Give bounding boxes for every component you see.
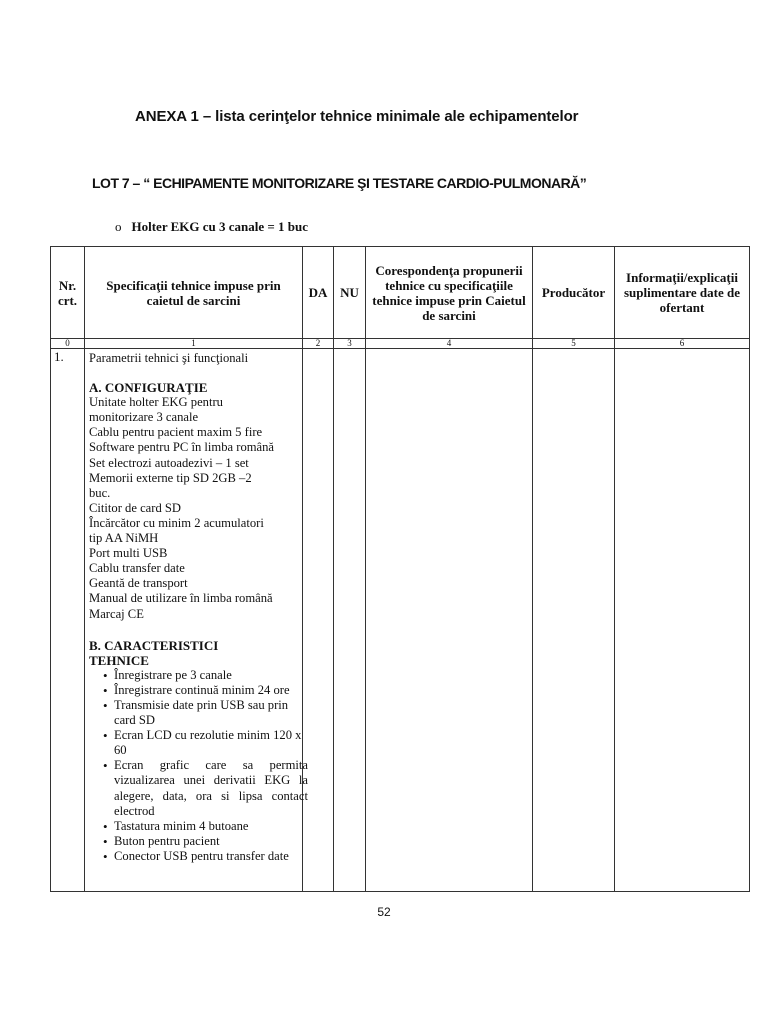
table-row: [51, 349, 750, 892]
column-number: 5: [533, 339, 615, 349]
additional-info-cell: [615, 349, 750, 892]
header-producer: Producător: [533, 247, 615, 339]
item-line: [115, 219, 308, 235]
config-line: monitorizare 3 canale: [89, 410, 199, 425]
config-line: Port multi USB: [89, 546, 168, 561]
section-a-list: [89, 395, 298, 621]
config-line: Set electrozi autoadezivi – 1 set: [89, 455, 249, 470]
config-line: Încărcător cu minim 2 acumulatori: [89, 515, 264, 530]
header-specifications: Specificaţii tehnice impuse prin caietul de sarcini: [85, 247, 303, 339]
producer-cell: [533, 349, 615, 892]
characteristic-item: • Buton pentru pacient: [103, 834, 308, 849]
config-line: Unitate holter EKG pentru: [89, 395, 223, 410]
header-nr: Nr. crt.: [51, 247, 85, 339]
nu-cell: [334, 349, 366, 892]
header-nu: NU: [334, 247, 366, 339]
header-row: [51, 247, 750, 339]
row-number: 1.: [51, 349, 85, 892]
header-correspondence: Corespondenţa propunerii tehnice cu specificaţiile tehnice impuse prin Caietul de sarcini: [366, 247, 533, 339]
config-line: Manual de utilizare în limba română: [89, 591, 273, 606]
header-additional-info: Informaţii/explicaţii suplimentare date de ofertant: [615, 247, 750, 339]
config-line: buc.: [89, 485, 111, 500]
item-bullet: o: [115, 219, 122, 234]
lot-title: LOT 7 – “ ECHIPAMENTE MONITORIZARE ŞI TESTARE CARDIO-PULMONARĂ”: [92, 175, 587, 191]
specifications-table: [50, 246, 750, 892]
characteristic-item: • Transmisie date prin USB sau prin card SD: [103, 698, 308, 728]
config-line: Cablu transfer date: [89, 561, 185, 576]
header-da: DA: [303, 247, 334, 339]
config-line: Cablu pentru pacient maxim 5 fire: [89, 425, 263, 440]
column-number: 0: [51, 339, 85, 349]
section-b-title: B. CARACTERISTICI TEHNICE: [89, 637, 219, 668]
config-line: Geantă de transport: [89, 576, 188, 591]
column-number: 3: [334, 339, 366, 349]
parameters-heading: Parametrii tehnici şi funcţionali: [89, 351, 249, 365]
characteristic-item: • Conector USB pentru transfer date: [103, 849, 308, 864]
config-line: Cititor de card SD: [89, 500, 181, 515]
characteristic-item: • Tastatura minim 4 butoane: [103, 819, 308, 834]
config-line: tip AA NiMH: [89, 531, 159, 546]
characteristic-item: • Ecran LCD cu rezolutie minim 120 x 60: [103, 728, 308, 758]
characteristic-item: • Ecran grafic care sa permita vizualizarea unei derivatii EKG la alegere, data, ora si lipsa contact electrod: [103, 758, 308, 818]
correspondence-cell: [366, 349, 533, 892]
item-text: Holter EKG cu 3 canale = 1 buc: [131, 219, 309, 234]
column-number: 6: [615, 339, 750, 349]
specifications-cell: [85, 349, 308, 892]
section-b-list: [89, 668, 308, 864]
config-line: Memorii externe tip SD 2GB –2: [89, 470, 252, 485]
column-number-row: [51, 339, 750, 349]
characteristic-item: • Înregistrare continuă minim 24 ore: [103, 683, 308, 698]
config-line: Marcaj CE: [89, 606, 144, 621]
annex-title: ANEXA 1 – lista cerinţelor tehnice minimale ale echipamentelor: [135, 108, 579, 125]
section-a-title: A. CONFIGURAŢIE: [89, 380, 208, 396]
column-number: 4: [366, 339, 533, 349]
config-line: Software pentru PC în limba română: [89, 440, 275, 455]
column-number: 1: [85, 339, 303, 349]
column-number: 2: [303, 339, 334, 349]
characteristic-item: • Înregistrare pe 3 canale: [103, 668, 308, 683]
page-number: 52: [377, 905, 391, 919]
